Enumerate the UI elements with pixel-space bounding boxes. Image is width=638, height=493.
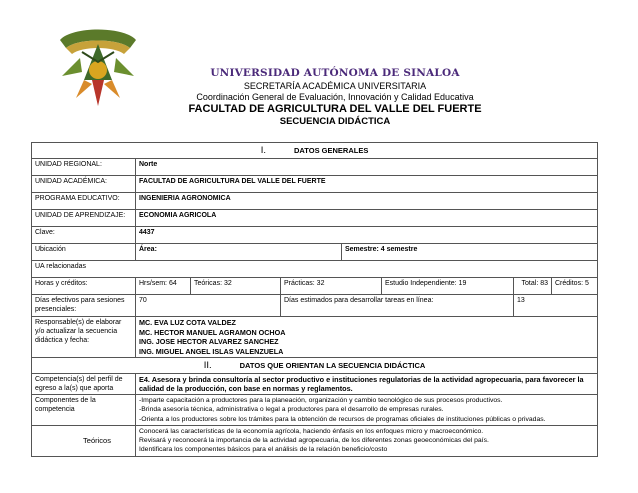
responsable-3: ING. JOSE HECTOR ALVAREZ SANCHEZ xyxy=(139,337,279,346)
section-2-number: II. xyxy=(203,360,212,371)
row-programa xyxy=(32,193,598,210)
value-responsables xyxy=(136,317,598,358)
label-ua-relacionadas: UA relacionadas xyxy=(32,261,598,278)
componente-3: -Orienta a los productores sobre los trámites para la obtención de recursos de programas oficiales de instituciones públicas o privadas. xyxy=(139,415,546,423)
row-unidad-aprendizaje xyxy=(32,210,598,227)
value-teoricas: Teóricas: 32 xyxy=(191,278,281,295)
document-title: SECUENCIA DIDÁCTICA xyxy=(279,116,391,127)
label-horas: Horas y créditos: xyxy=(32,278,136,295)
row-teoricos xyxy=(32,425,598,456)
responsable-2: MC. HECTOR MANUEL AGRAMON OCHOA xyxy=(139,327,286,337)
row-ua-relacionadas xyxy=(32,261,598,278)
label-dias-linea: Días estimados para desarrollar tareas en línea: xyxy=(281,295,514,317)
value-total: Total: 83 xyxy=(514,278,552,295)
teorico-3: Identificara los componentes básicos para el análisis de la relación beneficio/costo xyxy=(139,446,388,454)
secuencia-table xyxy=(31,142,598,457)
label-competencia: Competencia(s) del perfil de egreso a la(s) que aporta xyxy=(32,374,136,395)
section-1-number: I. xyxy=(260,145,267,156)
value-estudio: Estudio Independiente: 19 xyxy=(382,278,514,295)
label-responsables: Responsable(s) de elaborar y/o actualizar la secuencia didáctica y fecha: xyxy=(32,317,136,358)
label-programa: PROGRAMA EDUCATIVO: xyxy=(32,193,136,210)
value-teoricos xyxy=(136,425,598,456)
row-dias xyxy=(32,295,598,317)
componente-2: -Brinda asesoría técnica, administrativa o legal a productores para el desarrollo de empresas rurales. xyxy=(139,406,444,414)
value-componentes xyxy=(136,395,598,426)
value-unidad-regional: Norte xyxy=(136,159,598,176)
value-area: Área: xyxy=(136,244,342,261)
label-unidad-regional: UNIDAD REGIONAL: xyxy=(32,159,136,176)
label-componentes: Componentes de la competencia xyxy=(32,395,136,426)
row-ubicacion xyxy=(32,244,598,261)
secretaria-line: SECRETARÍA ACADÉMICA UNIVERSITARIA xyxy=(243,81,427,91)
university-title: UNIVERSIDAD AUTÓNOMA DE SINALOA xyxy=(210,67,460,79)
label-ubicacion: Ubicación xyxy=(32,244,136,261)
section-2-header xyxy=(32,358,598,374)
row-componentes xyxy=(32,395,598,426)
section-2-title: DATOS QUE ORIENTAN LA SECUENCIA DIDÁCTICA xyxy=(239,361,426,370)
value-semestre: Semestre: 4 semestre xyxy=(342,244,598,261)
componente-1: -Imparte capacitación a productores para la planeación, organización y cambio tecnológico de sus procesos productivos. xyxy=(139,397,503,404)
facultad-title: FACULTAD DE AGRICULTURA DEL VALLE DEL FUERTE xyxy=(188,103,482,115)
section-1-header xyxy=(32,143,598,159)
label-teoricos: Teóricos xyxy=(32,425,136,456)
row-unidad-regional xyxy=(32,159,598,176)
value-dias: 70 xyxy=(136,295,281,317)
coordinacion-line: Coordinación General de Evaluación, Innovación y Calidad Educativa xyxy=(196,92,474,102)
value-unidad-aprendizaje: ECONOMIA AGRICOLA xyxy=(136,210,598,227)
row-responsables xyxy=(32,317,598,358)
label-clave: Clave: xyxy=(32,227,136,244)
value-practicas: Prácticas: 32 xyxy=(281,278,382,295)
value-hrs-sem: Hrs/sem: 64 xyxy=(136,278,191,295)
label-dias: Días efectivos para sesiones presenciales: xyxy=(32,295,136,317)
label-unidad-academica: UNIDAD ACADÉMICA: xyxy=(32,176,136,193)
value-unidad-academica: FACULTAD DE AGRICULTURA DEL VALLE DEL FUERTE xyxy=(136,176,598,193)
row-horas xyxy=(32,278,598,295)
section-1-title: DATOS GENERALES xyxy=(294,146,369,155)
value-clave: 4437 xyxy=(136,227,598,244)
row-clave xyxy=(32,227,598,244)
responsable-1: MC. EVA LUZ COTA VALDEZ xyxy=(139,318,236,327)
teorico-1: Conocerá las características de la economía agrícola, haciendo énfasis en los enfoques micro y macroeconómico. xyxy=(139,427,484,435)
row-unidad-academica xyxy=(32,176,598,193)
teorico-2: Revisará y reconocerá la importancia de la actividad agropecuaria, de los diferentes zonas geoeconómicas del país. xyxy=(139,437,489,445)
row-competencia xyxy=(32,374,598,395)
value-creditos: Créditos: 5 xyxy=(552,278,598,295)
responsable-4: ING. MIGUEL ANGEL ISLAS VALENZUELA xyxy=(139,346,284,356)
value-competencia: E4. Asesora y brinda consultoría al sector productivo e instituciones regulatorias de la actividad agropecuaria, para favorecer la calidad de la producción, con base en normas y reglamentos. xyxy=(136,374,598,395)
value-dias-linea: 13 xyxy=(514,295,598,317)
value-programa: INGENIERIA AGRONOMICA xyxy=(136,193,598,210)
label-unidad-aprendizaje: UNIDAD DE APRENDIZAJE: xyxy=(32,210,136,227)
